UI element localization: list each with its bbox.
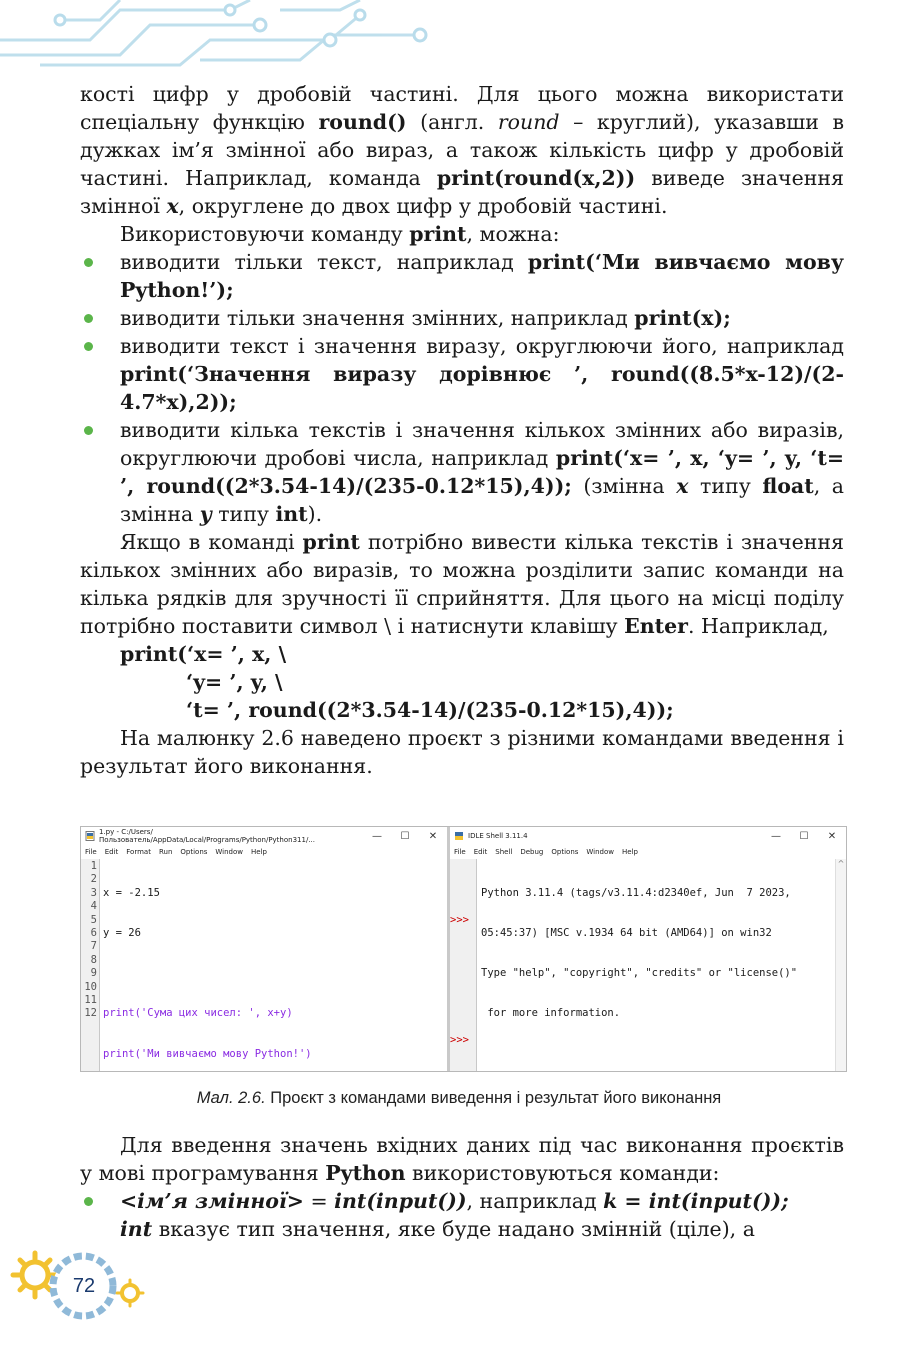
bullet-item: виводити тільки значення змінних, наприклад print(x); bbox=[80, 304, 844, 332]
editor-titlebar bbox=[81, 827, 447, 845]
maximize-icon[interactable]: ☐ bbox=[400, 830, 410, 842]
editor-menubar bbox=[81, 845, 447, 859]
code-line: y = 26 bbox=[103, 927, 141, 940]
menu-edit[interactable]: Edit bbox=[104, 848, 119, 856]
bullet-item: виводити тільки текст, наприклад print(‘Ми вивчаємо мову Python!’); bbox=[80, 248, 844, 304]
menu-edit[interactable]: Edit bbox=[473, 848, 488, 856]
main-text bbox=[80, 80, 844, 780]
chevron-up-icon[interactable]: ^ bbox=[837, 859, 845, 868]
figure-caption: Мал. 2.6. Проєкт з командами виведення і результат його виконання bbox=[196, 1089, 722, 1107]
minimize-icon[interactable]: — bbox=[372, 830, 382, 842]
shell-titlebar bbox=[450, 827, 846, 845]
editor-title: 1.py - C:/Users/Пользователь/AppData/Local/Programs/Python/Python311/... bbox=[99, 828, 315, 844]
editor-window bbox=[81, 827, 450, 1071]
print-usage-paragraph: Використовуючи команду print, можна: bbox=[120, 222, 560, 246]
menu-file[interactable]: File bbox=[454, 848, 466, 856]
bullet-item: виводити кілька текстів і значення кількох змінних або виразів, округлюючи дробові числа, наприклад print(‘x= ’, x, ‘y= ’, y, ‘t= ’, round((2*3.54-14)/(235-0.12*15),4)); (змінна x типу float, а змінна y типу int). bbox=[80, 416, 844, 528]
prompt: >>> bbox=[450, 913, 469, 926]
editor-area[interactable] bbox=[81, 859, 447, 1071]
circuit-decoration bbox=[0, 0, 440, 70]
python-file-icon bbox=[85, 831, 95, 841]
page-number: 72 bbox=[72, 1275, 96, 1297]
code-line: print('Ми вивчаємо мову Python!') bbox=[103, 1047, 312, 1060]
multiline-paragraph: Якщо в команді print потрібно вивести кілька текстів і значення кількох змінних або виразів, то можна розділити запис команди на кілька рядків для зручності її сприйняття. Для цього на місці поділу потрібно поставити символ \ і натиснути клавішу Enter. Наприклад, bbox=[80, 530, 844, 638]
shell-prompts bbox=[450, 859, 477, 1071]
prompt: >>> bbox=[450, 1034, 469, 1047]
input-paragraph: Для введення значень вхідних даних під час виконання проєктів у мові програмування Python використовуються команди: bbox=[80, 1133, 844, 1185]
menu-run[interactable]: Run bbox=[158, 848, 173, 856]
close-icon[interactable]: ✕ bbox=[428, 830, 438, 842]
shell-window bbox=[450, 827, 846, 1071]
python-icon bbox=[454, 831, 464, 841]
menu-shell[interactable]: Shell bbox=[495, 848, 513, 856]
figure-screenshot bbox=[80, 826, 847, 1072]
code-line bbox=[103, 967, 400, 980]
menu-window[interactable]: Window bbox=[215, 848, 244, 856]
menu-options[interactable]: Options bbox=[180, 848, 208, 856]
code-example-line: ‘y= ’, y, \ bbox=[186, 670, 283, 694]
menu-help[interactable]: Help bbox=[622, 848, 638, 856]
shell-menubar bbox=[450, 845, 846, 859]
shell-title: IDLE Shell 3.11.4 bbox=[468, 832, 528, 840]
minimize-icon[interactable]: — bbox=[771, 830, 781, 842]
intro-paragraph: кості цифр у дробовій частині. Для цього можна використати спеціальну функцію round() (англ. round – круглий), указавши в дужках ім’я змінної або вираз, а також кількість цифр у дробовій частині. Наприклад, команда print(round(x,2)) виведе значення змінної x, округлене до двох цифр у дробовій частині. bbox=[80, 82, 844, 218]
bullet-item: виводити текст і значення виразу, округлюючи його, наприклад print(‘Значення виразу дорівнює ’, round((8.5*x-12)/(2-4.7*x),2)); bbox=[80, 332, 844, 416]
code-example-line: ‘t= ’, round((2*3.54-14)/(235-0.12*15),4)); bbox=[186, 698, 674, 722]
input-section bbox=[80, 1131, 844, 1243]
menu-window[interactable]: Window bbox=[586, 848, 615, 856]
menu-file[interactable]: File bbox=[85, 848, 97, 856]
menu-options[interactable]: Options bbox=[551, 848, 579, 856]
menu-help[interactable]: Help bbox=[251, 848, 267, 856]
input-continuation: int вказує тип значення, яке буде надано змінній (ціле), а bbox=[120, 1217, 755, 1241]
maximize-icon[interactable]: ☐ bbox=[799, 830, 809, 842]
shell-output[interactable]: Python 3.11.4 (tags/v3.11.4:d2340ef, Jun 7 2023, 05:45:37) [MSC v.1934 64 bit (AMD64)] on win32 Type "help", "copyright", "credits" or "license()" for more information. bbox=[481, 886, 798, 1020]
line-numbers: 1 2 3 4 5 6 7 8 9 10 11 12 bbox=[81, 859, 100, 1071]
code-example-line: print(‘x= ’, x, \ bbox=[120, 642, 287, 666]
menu-format[interactable]: Format bbox=[126, 848, 151, 856]
menu-debug[interactable]: Debug bbox=[520, 848, 544, 856]
scrollbar[interactable] bbox=[835, 859, 846, 1071]
bullet-item: <ім’я змінної> = int(input()), наприклад k = int(input()); bbox=[80, 1187, 844, 1215]
code-line: print('Сума цих чисел: ', x+y) bbox=[103, 1007, 293, 1020]
figure-reference: На малюнку 2.6 наведено проєкт з різними командами введення і результат його виконання. bbox=[80, 726, 844, 778]
code-line: x = -2.15 bbox=[103, 886, 160, 899]
code-text[interactable] bbox=[100, 859, 400, 1071]
shell-area[interactable] bbox=[450, 859, 846, 1071]
close-icon[interactable]: ✕ bbox=[827, 830, 837, 842]
